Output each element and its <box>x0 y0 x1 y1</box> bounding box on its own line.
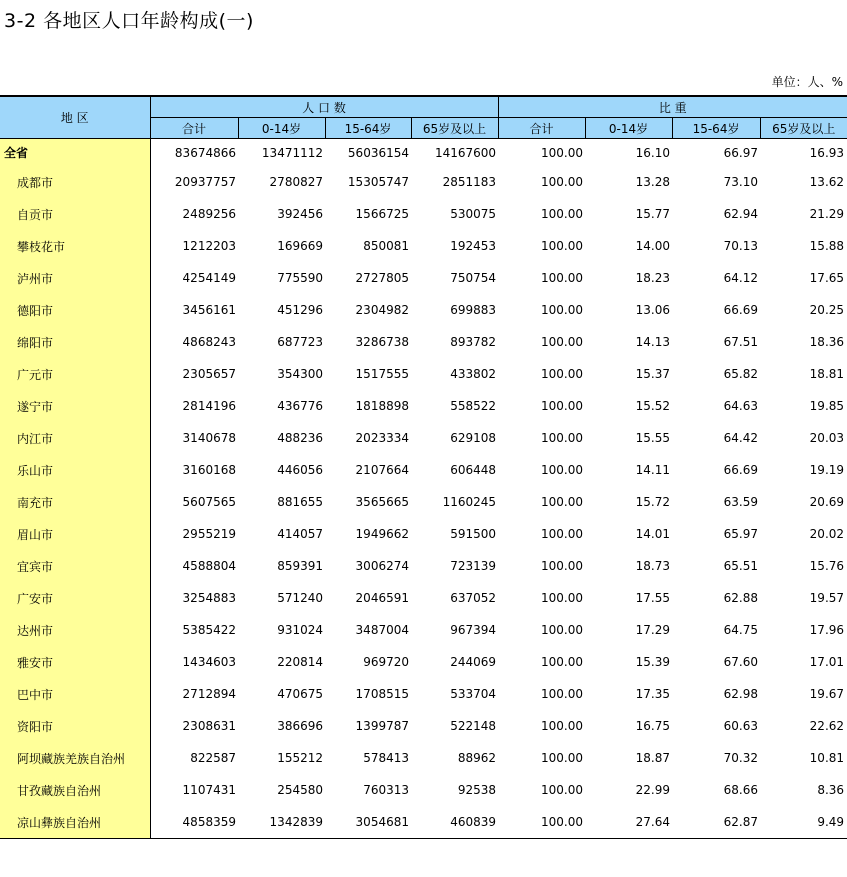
cell-pop-15-64: 3565665 <box>355 495 409 509</box>
cell-ratio-65-plus: 10.81 <box>809 751 845 765</box>
cell-pop-65-plus: 460839 <box>411 806 498 839</box>
cell-pop-0-14: 386696 <box>277 719 323 733</box>
cell-pop-total: 3456161 <box>182 303 236 317</box>
cell-ratio-total: 100.00 <box>541 303 584 317</box>
cell-pop-65-plus: 723139 <box>450 559 497 573</box>
population-age-table <box>0 95 847 839</box>
cell-ratio-65-plus: 19.19 <box>809 463 845 477</box>
table-row <box>0 742 847 774</box>
cell-pop-0-14: 436776 <box>277 399 323 413</box>
table-row <box>0 422 847 454</box>
cell-pop-0-14: 392456 <box>277 207 323 221</box>
table-row <box>0 166 847 198</box>
region-name-cell: 攀枝花市 <box>0 230 150 262</box>
cell-ratio-total: 100.00 <box>498 806 585 839</box>
cell-pop-15-64: 1399787 <box>355 719 409 733</box>
region-name-cell: 甘孜藏族自治州 <box>0 774 150 806</box>
cell-ratio-65-plus: 19.67 <box>809 687 845 701</box>
subheader-pop-total: 合计 <box>150 118 238 139</box>
cell-pop-total: 822587 <box>190 751 236 765</box>
table-row <box>0 806 847 839</box>
cell-pop-65-plus: 522148 <box>450 719 497 733</box>
cell-pop-15-64: 850081 <box>363 239 409 253</box>
cell-pop-total: 2305657 <box>182 367 236 381</box>
subheader-pop-15-64: 15-64岁 <box>325 118 411 139</box>
cell-pop-65-plus: 533704 <box>450 687 497 701</box>
cell-pop-0-14: 414057 <box>277 527 323 541</box>
cell-pop-total: 1434603 <box>182 655 236 669</box>
table-row <box>0 710 847 742</box>
cell-pop-total: 2955219 <box>182 527 236 541</box>
cell-ratio-65-plus: 13.62 <box>809 175 845 189</box>
table-row <box>0 614 847 646</box>
cell-ratio-15-64: 67.51 <box>723 335 759 349</box>
cell-ratio-15-64: 66.69 <box>723 303 759 317</box>
cell-pop-total: 4588804 <box>182 559 236 573</box>
cell-pop-total: 5385422 <box>182 623 236 637</box>
cell-pop-total: 2814196 <box>182 399 236 413</box>
cell-pop-total: 1212203 <box>182 239 236 253</box>
cell-pop-15-64: 969720 <box>363 655 409 669</box>
cell-pop-15-64: 3286738 <box>355 335 409 349</box>
cell-ratio-15-64: 64.42 <box>723 431 759 445</box>
cell-pop-65-plus: 893782 <box>450 335 497 349</box>
page-title: 3-2 各地区人口年龄构成(一) <box>4 10 254 32</box>
cell-pop-0-14: 13471112 <box>261 145 323 160</box>
region-name-cell: 泸州市 <box>0 262 150 294</box>
cell-ratio-0-14: 15.37 <box>635 367 671 381</box>
cell-ratio-15-64: 62.94 <box>723 207 759 221</box>
cell-pop-15-64: 1708515 <box>355 687 409 701</box>
cell-pop-65-plus: 530075 <box>450 207 497 221</box>
cell-ratio-15-64: 73.10 <box>723 175 759 189</box>
cell-ratio-15-64: 68.66 <box>723 783 759 797</box>
cell-ratio-65-plus: 20.03 <box>809 431 845 445</box>
subheader-pop-65-plus: 65岁及以上 <box>411 118 498 139</box>
subheader-ratio-15-64: 15-64岁 <box>672 118 760 139</box>
region-name-cell: 广元市 <box>0 358 150 390</box>
region-name-cell: 雅安市 <box>0 646 150 678</box>
table-row <box>0 454 847 486</box>
region-name-cell: 遂宁市 <box>0 390 150 422</box>
cell-pop-15-64: 1949662 <box>355 527 409 541</box>
region-name-cell: 德阳市 <box>0 294 150 326</box>
cell-pop-total: 4868243 <box>182 335 236 349</box>
cell-pop-65-plus: 2851183 <box>442 175 497 189</box>
cell-pop-total: 2712894 <box>182 687 236 701</box>
region-name-cell: 自贡市 <box>0 198 150 230</box>
table-row <box>0 550 847 582</box>
cell-pop-15-64: 1566725 <box>355 207 409 221</box>
unit-label: 单位：人、% <box>771 75 843 89</box>
cell-ratio-0-14: 27.64 <box>585 806 672 839</box>
cell-ratio-15-64: 62.88 <box>723 591 759 605</box>
cell-ratio-0-14: 16.75 <box>635 719 671 733</box>
region-name-cell: 成都市 <box>0 166 150 198</box>
cell-ratio-15-64: 64.75 <box>723 623 759 637</box>
region-name-cell: 巴中市 <box>0 678 150 710</box>
cell-ratio-65-plus: 16.93 <box>809 145 845 160</box>
cell-ratio-total: 100.00 <box>541 367 584 381</box>
cell-pop-65-plus: 699883 <box>450 303 497 317</box>
cell-ratio-15-64: 64.63 <box>723 399 759 413</box>
cell-pop-15-64: 2107664 <box>355 463 409 477</box>
cell-ratio-0-14: 18.87 <box>635 751 671 765</box>
table-body <box>0 139 847 839</box>
cell-ratio-0-14: 18.73 <box>635 559 671 573</box>
cell-ratio-65-plus: 18.81 <box>809 367 845 381</box>
cell-ratio-0-14: 14.00 <box>635 239 671 253</box>
cell-pop-0-14: 354300 <box>277 367 323 381</box>
cell-pop-15-64: 578413 <box>363 751 409 765</box>
table-row <box>0 230 847 262</box>
cell-pop-15-64: 2046591 <box>355 591 409 605</box>
cell-ratio-total: 100.00 <box>541 719 584 733</box>
table-row <box>0 774 847 806</box>
cell-ratio-65-plus: 15.88 <box>809 239 845 253</box>
cell-ratio-65-plus: 18.36 <box>809 335 845 349</box>
cell-ratio-65-plus: 20.02 <box>809 527 845 541</box>
cell-ratio-15-64: 62.98 <box>723 687 759 701</box>
cell-ratio-0-14: 14.11 <box>635 463 671 477</box>
table-row <box>0 486 847 518</box>
cell-ratio-0-14: 22.99 <box>635 783 671 797</box>
cell-ratio-0-14: 15.55 <box>635 431 671 445</box>
subheader-ratio-65-plus: 65岁及以上 <box>760 118 847 139</box>
cell-ratio-15-64: 60.63 <box>723 719 759 733</box>
cell-ratio-65-plus: 8.36 <box>817 783 845 797</box>
cell-pop-0-14: 1342839 <box>238 806 325 839</box>
table-row <box>0 262 847 294</box>
region-name-cell: 绵阳市 <box>0 326 150 358</box>
cell-pop-15-64: 15305747 <box>347 175 409 189</box>
table-row <box>0 326 847 358</box>
cell-ratio-total: 100.00 <box>541 495 584 509</box>
cell-ratio-15-64: 65.51 <box>723 559 759 573</box>
cell-ratio-65-plus: 22.62 <box>809 719 845 733</box>
cell-pop-65-plus: 433802 <box>450 367 497 381</box>
cell-ratio-0-14: 15.72 <box>635 495 671 509</box>
cell-ratio-total: 100.00 <box>541 559 584 573</box>
population-group-header: 人 口 数 <box>150 96 498 118</box>
cell-pop-0-14: 451296 <box>277 303 323 317</box>
cell-ratio-15-64: 62.87 <box>672 806 760 839</box>
cell-ratio-total: 100.00 <box>541 687 584 701</box>
cell-ratio-total: 100.00 <box>541 335 584 349</box>
cell-ratio-65-plus: 15.76 <box>809 559 845 573</box>
cell-pop-0-14: 881655 <box>277 495 323 509</box>
cell-ratio-0-14: 15.39 <box>635 655 671 669</box>
cell-pop-15-64: 1818898 <box>355 399 409 413</box>
subheader-ratio-total: 合计 <box>498 118 585 139</box>
cell-pop-65-plus: 92538 <box>457 783 497 797</box>
cell-pop-0-14: 254580 <box>277 783 323 797</box>
cell-pop-0-14: 687723 <box>277 335 323 349</box>
region-name-cell: 阿坝藏族羌族自治州 <box>0 742 150 774</box>
cell-pop-65-plus: 88962 <box>457 751 497 765</box>
cell-ratio-65-plus: 20.25 <box>809 303 845 317</box>
cell-ratio-total: 100.00 <box>541 175 584 189</box>
cell-pop-65-plus: 637052 <box>450 591 497 605</box>
region-name-cell: 达州市 <box>0 614 150 646</box>
cell-ratio-65-plus: 17.96 <box>809 623 845 637</box>
cell-ratio-0-14: 18.23 <box>635 271 671 285</box>
cell-ratio-total: 100.00 <box>541 271 584 285</box>
table-row <box>0 678 847 710</box>
cell-ratio-total: 100.00 <box>541 623 584 637</box>
cell-ratio-65-plus: 9.49 <box>760 806 847 839</box>
region-name-cell: 全省 <box>0 139 150 167</box>
region-column-header: 地 区 <box>0 96 150 139</box>
subheader-ratio-0-14: 0-14岁 <box>585 118 672 139</box>
cell-pop-0-14: 169669 <box>277 239 323 253</box>
cell-ratio-15-64: 66.97 <box>723 145 759 160</box>
cell-pop-total: 1107431 <box>182 783 236 797</box>
table-row <box>0 294 847 326</box>
cell-pop-65-plus: 1160245 <box>442 495 497 509</box>
cell-ratio-15-64: 65.97 <box>723 527 759 541</box>
cell-ratio-0-14: 17.55 <box>635 591 671 605</box>
cell-ratio-15-64: 70.13 <box>723 239 759 253</box>
cell-ratio-0-14: 17.29 <box>635 623 671 637</box>
cell-pop-65-plus: 967394 <box>450 623 497 637</box>
cell-pop-15-64: 2023334 <box>355 431 409 445</box>
cell-ratio-total: 100.00 <box>541 145 584 160</box>
cell-pop-total: 5607565 <box>182 495 236 509</box>
region-name-cell: 宜宾市 <box>0 550 150 582</box>
cell-ratio-65-plus: 20.69 <box>809 495 845 509</box>
region-name-cell: 资阳市 <box>0 710 150 742</box>
cell-pop-65-plus: 244069 <box>450 655 497 669</box>
cell-ratio-15-64: 64.12 <box>723 271 759 285</box>
region-name-cell: 眉山市 <box>0 518 150 550</box>
cell-ratio-total: 100.00 <box>541 655 584 669</box>
cell-pop-0-14: 470675 <box>277 687 323 701</box>
cell-ratio-65-plus: 19.57 <box>809 591 845 605</box>
cell-ratio-0-14: 15.52 <box>635 399 671 413</box>
region-name-cell: 乐山市 <box>0 454 150 486</box>
cell-pop-total: 20937757 <box>174 175 236 189</box>
cell-pop-15-64: 2727805 <box>355 271 409 285</box>
cell-ratio-15-64: 63.59 <box>723 495 759 509</box>
cell-pop-15-64: 3054681 <box>325 806 411 839</box>
cell-pop-15-64: 3006274 <box>355 559 409 573</box>
cell-pop-total: 2308631 <box>182 719 236 733</box>
cell-pop-0-14: 488236 <box>277 431 323 445</box>
cell-ratio-15-64: 65.82 <box>723 367 759 381</box>
cell-pop-0-14: 446056 <box>277 463 323 477</box>
cell-pop-65-plus: 750754 <box>450 271 497 285</box>
cell-pop-0-14: 931024 <box>277 623 323 637</box>
cell-pop-15-64: 1517555 <box>355 367 409 381</box>
cell-ratio-65-plus: 19.85 <box>809 399 845 413</box>
cell-pop-total: 3254883 <box>182 591 236 605</box>
cell-pop-total: 83674866 <box>174 145 236 160</box>
cell-ratio-total: 100.00 <box>541 591 584 605</box>
cell-pop-65-plus: 192453 <box>450 239 497 253</box>
table-row <box>0 582 847 614</box>
cell-pop-0-14: 571240 <box>277 591 323 605</box>
cell-ratio-65-plus: 17.01 <box>809 655 845 669</box>
cell-pop-0-14: 2780827 <box>269 175 323 189</box>
cell-pop-65-plus: 591500 <box>450 527 497 541</box>
table-row <box>0 390 847 422</box>
region-name-cell: 南充市 <box>0 486 150 518</box>
cell-pop-0-14: 220814 <box>277 655 323 669</box>
table-row <box>0 198 847 230</box>
cell-pop-total: 4254149 <box>182 271 236 285</box>
cell-ratio-total: 100.00 <box>541 207 584 221</box>
table-header <box>0 96 847 139</box>
subheader-pop-0-14: 0-14岁 <box>238 118 325 139</box>
cell-ratio-total: 100.00 <box>541 431 584 445</box>
cell-ratio-0-14: 13.28 <box>635 175 671 189</box>
cell-ratio-65-plus: 17.65 <box>809 271 845 285</box>
cell-ratio-total: 100.00 <box>541 463 584 477</box>
cell-pop-15-64: 56036154 <box>347 145 409 160</box>
cell-ratio-total: 100.00 <box>541 527 584 541</box>
cell-pop-15-64: 760313 <box>363 783 409 797</box>
cell-ratio-0-14: 15.77 <box>635 207 671 221</box>
cell-ratio-0-14: 16.10 <box>635 145 671 160</box>
cell-pop-15-64: 3487004 <box>355 623 409 637</box>
cell-pop-0-14: 859391 <box>277 559 323 573</box>
cell-pop-15-64: 2304982 <box>355 303 409 317</box>
cell-ratio-15-64: 67.60 <box>723 655 759 669</box>
cell-pop-65-plus: 14167600 <box>434 145 497 160</box>
cell-pop-65-plus: 629108 <box>450 431 497 445</box>
ratio-group-header: 比 重 <box>498 96 847 118</box>
table-row <box>0 518 847 550</box>
cell-pop-total: 3140678 <box>182 431 236 445</box>
cell-ratio-15-64: 70.32 <box>723 751 759 765</box>
cell-ratio-0-14: 14.01 <box>635 527 671 541</box>
table-row <box>0 646 847 678</box>
cell-ratio-total: 100.00 <box>541 399 584 413</box>
cell-pop-0-14: 155212 <box>277 751 323 765</box>
cell-pop-65-plus: 558522 <box>450 399 497 413</box>
cell-ratio-0-14: 17.35 <box>635 687 671 701</box>
cell-ratio-0-14: 14.13 <box>635 335 671 349</box>
cell-ratio-total: 100.00 <box>541 751 584 765</box>
cell-pop-total: 3160168 <box>182 463 236 477</box>
region-name-cell: 凉山彝族自治州 <box>0 806 150 839</box>
cell-pop-total: 4858359 <box>150 806 238 839</box>
cell-pop-0-14: 775590 <box>277 271 323 285</box>
table-row <box>0 358 847 390</box>
cell-ratio-total: 100.00 <box>541 783 584 797</box>
cell-pop-total: 2489256 <box>182 207 236 221</box>
table-row-total <box>0 139 847 167</box>
region-name-cell: 广安市 <box>0 582 150 614</box>
cell-ratio-65-plus: 21.29 <box>809 207 845 221</box>
cell-ratio-total: 100.00 <box>541 239 584 253</box>
cell-ratio-15-64: 66.69 <box>723 463 759 477</box>
cell-pop-65-plus: 606448 <box>450 463 497 477</box>
region-name-cell: 内江市 <box>0 422 150 454</box>
cell-ratio-0-14: 13.06 <box>635 303 671 317</box>
